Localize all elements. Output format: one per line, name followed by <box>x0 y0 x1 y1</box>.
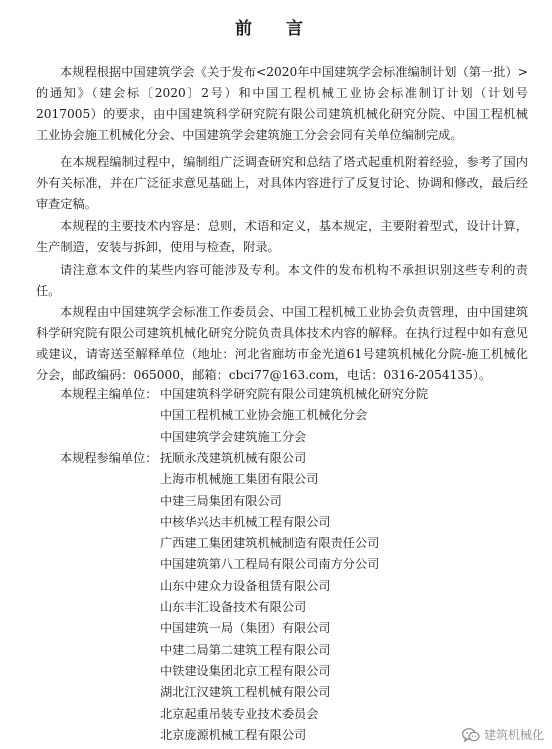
unit-name: 广西建工集团建筑机械制造有限责任公司 <box>160 536 380 551</box>
list-item <box>0 576 552 597</box>
unit-name: 中国建筑一局（集团）有限公司 <box>160 621 331 636</box>
unit-name: 北京起重吊装专业技术委员会 <box>160 706 319 721</box>
unit-name: 中铁建设集团北京工程有限公司 <box>160 663 331 678</box>
unit-name: 中国建筑学会建筑施工分会 <box>160 429 307 444</box>
paragraph-process: 在本规程编制过程中，编制组广泛调查研究和总结了塔式起重机附着经验，参考了国内外有关标准，并在广泛征求意见基础上，对具体内容进行了反复讨论、协调和修改，最后经审查定稿。 <box>36 155 528 211</box>
unit-name: 中建二局第二建筑工程有限公司 <box>160 642 331 657</box>
list-item <box>0 661 552 682</box>
unit-name: 中核华兴达丰机械工程有限公司 <box>160 514 331 529</box>
list-item <box>0 533 552 554</box>
paragraph-management: 本规程由中国建筑学会标准工作委员会、中国工程机械工业协会负责管理，由中国建筑科学研究院有限公司建筑机械化研究分院负责具体技术内容的解释。在执行过程中如有意见或建议，请寄送至解释单位（地址：河北省廊坊市金光道61号建筑机械化分院-施工机械化分会，邮政编码：065000，邮箱：cbci77@163.com，电话：0316-2054135）。 <box>36 305 528 382</box>
list-item <box>0 384 552 405</box>
watermark <box>462 726 544 743</box>
list-item <box>0 512 552 533</box>
unit-name: 山东丰汇设备技术有限公司 <box>160 600 307 615</box>
list-item <box>0 704 552 725</box>
unit-name: 中建三局集团有限公司 <box>160 493 282 508</box>
list-item <box>0 448 552 469</box>
unit-name: 北京庞源机械工程有限公司 <box>160 727 307 742</box>
unit-name: 中国工程机械工业协会施工机械化分会 <box>160 408 368 423</box>
list-item <box>0 491 552 512</box>
unit-name: 上海市机械施工集团有限公司 <box>160 472 319 487</box>
paragraph-contents: 本规程的主要技术内容是：总则，术语和定义，基本规定，主要附着型式，设计计算，生产制造，安装与拆卸，使用与检查，附录。 <box>36 219 528 254</box>
list-item <box>0 597 552 618</box>
watermark-text: 建筑机械化 <box>483 728 544 742</box>
list-item <box>0 618 552 639</box>
chief-units-list <box>0 384 552 448</box>
unit-name: 山东中建众力设备租赁有限公司 <box>160 578 331 593</box>
paragraph-origin: 本规程根据中国建筑学会《关于发布<2020年中国建筑学会标准编制计划（第一批）>的通知》（建会标〔2020〕2号）和中国工程机械工业协会标准制订计划（计划号2017005）的要求，由中国建筑科学研究院有限公司建筑机械化研究分院、中国工程机械工业协会施工机械化分会、中国建筑学会建筑施工分会会同有关单位编制完成。 <box>36 65 528 142</box>
chief-units-label: 本规程主编单位： <box>60 387 158 401</box>
list-item <box>0 427 552 448</box>
participating-units-list <box>0 448 552 746</box>
list-item <box>0 405 552 426</box>
unit-name: 中国建筑科学研究院有限公司建筑机械化研究分院 <box>160 387 429 401</box>
list-item <box>0 469 552 490</box>
list-item <box>0 554 552 575</box>
unit-name: 中国建筑第八工程局有限公司南方分公司 <box>160 557 380 572</box>
list-item <box>0 640 552 661</box>
unit-name: 抚顺永茂建筑机械有限公司 <box>160 451 307 465</box>
unit-name: 湖北江汉建筑工程机械有限公司 <box>160 685 331 700</box>
page-title: 前 言 <box>235 19 317 39</box>
list-item <box>0 682 552 703</box>
participating-units-label: 本规程参编单位： <box>60 451 158 465</box>
paragraph-patent: 请注意本文件的某些内容可能涉及专利。本文件的发布机构不承担识别这些专利的责任。 <box>36 263 528 298</box>
wechat-icon <box>462 727 480 743</box>
